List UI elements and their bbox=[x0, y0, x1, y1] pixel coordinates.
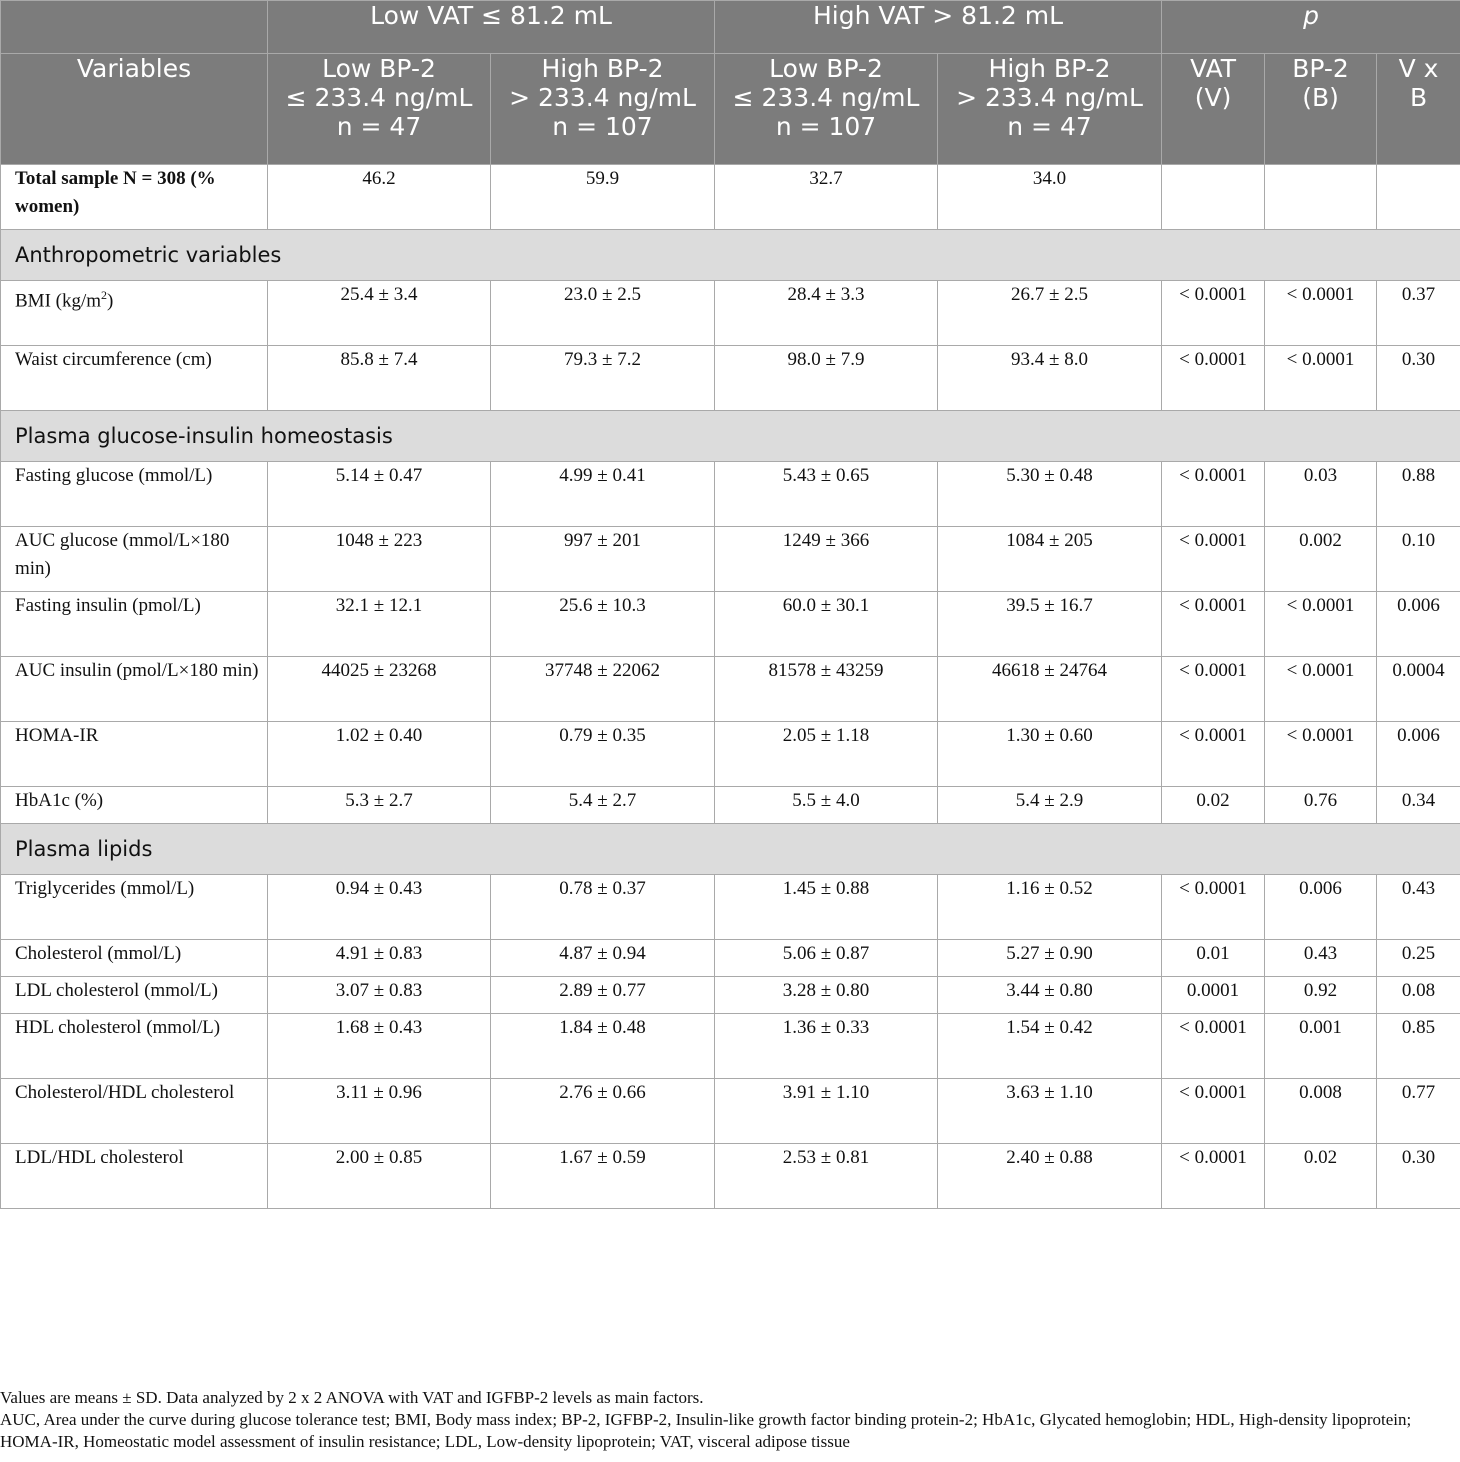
row-label: Cholesterol/HDL cholesterol bbox=[1, 1079, 268, 1144]
cell: 4.87 ± 0.94 bbox=[491, 940, 715, 977]
cell-p: 0.92 bbox=[1265, 977, 1377, 1014]
cell: 5.5 ± 4.0 bbox=[715, 787, 938, 824]
header-col-3: Low BP-2 ≤ 233.4 ng/mL n = 107 bbox=[715, 54, 938, 165]
cell-p: 0.76 bbox=[1265, 787, 1377, 824]
row-label: HOMA-IR bbox=[1, 722, 268, 787]
cell: 2.00 ± 0.85 bbox=[268, 1144, 491, 1209]
cell: 25.6 ± 10.3 bbox=[491, 592, 715, 657]
cell: 2.05 ± 1.18 bbox=[715, 722, 938, 787]
section-header: Plasma lipids bbox=[1, 824, 1460, 875]
cell-p: 0.0004 bbox=[1377, 657, 1460, 722]
row-label: AUC insulin (pmol/L×180 min) bbox=[1, 657, 268, 722]
cell-p: < 0.0001 bbox=[1162, 462, 1265, 527]
cell: 1.30 ± 0.60 bbox=[938, 722, 1162, 787]
row-label: Total sample N = 308 (% women) bbox=[1, 165, 268, 230]
cell: 5.27 ± 0.90 bbox=[938, 940, 1162, 977]
cell: 3.91 ± 1.10 bbox=[715, 1079, 938, 1144]
table-row bbox=[1, 281, 1460, 346]
cell: 1.16 ± 0.52 bbox=[938, 875, 1162, 940]
cell: 2.40 ± 0.88 bbox=[938, 1144, 1162, 1209]
cell: 28.4 ± 3.3 bbox=[715, 281, 938, 346]
cell-p: < 0.0001 bbox=[1162, 1079, 1265, 1144]
cell-p: < 0.0001 bbox=[1162, 657, 1265, 722]
table-row bbox=[1, 1014, 1460, 1079]
header-col-4: High BP-2 > 233.4 ng/mL n = 47 bbox=[938, 54, 1162, 165]
cell-p: 0.43 bbox=[1265, 940, 1377, 977]
row-label: Cholesterol (mmol/L) bbox=[1, 940, 268, 977]
cell: 5.4 ± 2.9 bbox=[938, 787, 1162, 824]
cell-p: < 0.0001 bbox=[1162, 722, 1265, 787]
cell-p: < 0.0001 bbox=[1265, 281, 1377, 346]
cell: 3.44 ± 0.80 bbox=[938, 977, 1162, 1014]
cell-p: 0.10 bbox=[1377, 527, 1460, 592]
row-label: Fasting insulin (pmol/L) bbox=[1, 592, 268, 657]
cell: 32.1 ± 12.1 bbox=[268, 592, 491, 657]
table-row bbox=[1, 977, 1460, 1014]
row-label: LDL cholesterol (mmol/L) bbox=[1, 977, 268, 1014]
cell: 81578 ± 43259 bbox=[715, 657, 938, 722]
cell-p: 0.30 bbox=[1377, 1144, 1460, 1209]
cell: 0.78 ± 0.37 bbox=[491, 875, 715, 940]
row-label: AUC glucose (mmol/L×180 min) bbox=[1, 527, 268, 592]
cell: 1048 ± 223 bbox=[268, 527, 491, 592]
cell-p: < 0.0001 bbox=[1162, 527, 1265, 592]
footnote-stats: Values are means ± SD. Data analyzed by 2 x 2 ANOVA with VAT and IGFBP-2 levels as main factors. bbox=[0, 1388, 704, 1407]
row-label: Fasting glucose (mmol/L) bbox=[1, 462, 268, 527]
cell: 1.45 ± 0.88 bbox=[715, 875, 938, 940]
table-row bbox=[1, 527, 1460, 592]
cell: 2.53 ± 0.81 bbox=[715, 1144, 938, 1209]
cell: 39.5 ± 16.7 bbox=[938, 592, 1162, 657]
cell: 1084 ± 205 bbox=[938, 527, 1162, 592]
header-p: p bbox=[1162, 1, 1460, 54]
cell-p: < 0.0001 bbox=[1162, 346, 1265, 411]
cell: 5.3 ± 2.7 bbox=[268, 787, 491, 824]
header-low-vat: Low VAT ≤ 81.2 mL bbox=[268, 1, 715, 54]
cell-p: 0.34 bbox=[1377, 787, 1460, 824]
cell-p: 0.02 bbox=[1265, 1144, 1377, 1209]
cell: 32.7 bbox=[715, 165, 938, 230]
cell: 46618 ± 24764 bbox=[938, 657, 1162, 722]
cell-p: < 0.0001 bbox=[1162, 1144, 1265, 1209]
table-footnotes bbox=[0, 1387, 1460, 1453]
table-row bbox=[1, 940, 1460, 977]
row-label: HbA1c (%) bbox=[1, 787, 268, 824]
table-row bbox=[1, 875, 1460, 940]
cell: 4.91 ± 0.83 bbox=[268, 940, 491, 977]
cell-p: < 0.0001 bbox=[1162, 281, 1265, 346]
row-label: LDL/HDL cholesterol bbox=[1, 1144, 268, 1209]
cell: 98.0 ± 7.9 bbox=[715, 346, 938, 411]
header-col-2: High BP-2 > 233.4 ng/mL n = 107 bbox=[491, 54, 715, 165]
cell: 1.68 ± 0.43 bbox=[268, 1014, 491, 1079]
table-row bbox=[1, 165, 1460, 230]
cell-p: 0.43 bbox=[1377, 875, 1460, 940]
cell-p: 0.01 bbox=[1162, 940, 1265, 977]
cell-p: < 0.0001 bbox=[1162, 1014, 1265, 1079]
cell-p: 0.02 bbox=[1162, 787, 1265, 824]
footnote-abbreviations: AUC, Area under the curve during glucose tolerance test; BMI, Body mass index; BP-2, IGFBP-2, Insulin-like growth factor binding protein-2; HbA1c, Glycated hemoglobin; HDL, High-density lipoprotein; HOMA-IR, Homeostatic model assessment of insulin resistance; LDL, Low-density lipoprotein; VAT, visceral adipose tissue bbox=[0, 1410, 1412, 1451]
cell-p: 0.006 bbox=[1377, 722, 1460, 787]
table-row bbox=[1, 592, 1460, 657]
table-row bbox=[1, 346, 1460, 411]
cell: 1.84 ± 0.48 bbox=[491, 1014, 715, 1079]
cell: 23.0 ± 2.5 bbox=[491, 281, 715, 346]
cell: 46.2 bbox=[268, 165, 491, 230]
header-variables: Variables bbox=[1, 54, 268, 165]
cell-p: 0.03 bbox=[1265, 462, 1377, 527]
section-header: Anthropometric variables bbox=[1, 230, 1460, 281]
cell: 5.14 ± 0.47 bbox=[268, 462, 491, 527]
cell-empty bbox=[1377, 165, 1460, 230]
row-label: Triglycerides (mmol/L) bbox=[1, 875, 268, 940]
cell: 5.4 ± 2.7 bbox=[491, 787, 715, 824]
header-p-interaction: V x B bbox=[1377, 54, 1460, 165]
cell-empty bbox=[1162, 165, 1265, 230]
header-blank bbox=[1, 1, 268, 54]
cell: 37748 ± 22062 bbox=[491, 657, 715, 722]
cell-p: < 0.0001 bbox=[1265, 592, 1377, 657]
cell: 2.89 ± 0.77 bbox=[491, 977, 715, 1014]
cell: 85.8 ± 7.4 bbox=[268, 346, 491, 411]
cell: 3.28 ± 0.80 bbox=[715, 977, 938, 1014]
cell-p: 0.0001 bbox=[1162, 977, 1265, 1014]
cell: 5.43 ± 0.65 bbox=[715, 462, 938, 527]
header-col-1: Low BP-2 ≤ 233.4 ng/mL n = 47 bbox=[268, 54, 491, 165]
cell-p: < 0.0001 bbox=[1162, 592, 1265, 657]
table-row bbox=[1, 722, 1460, 787]
header-high-vat: High VAT > 81.2 mL bbox=[715, 1, 1162, 54]
cell-p: 0.88 bbox=[1377, 462, 1460, 527]
cell: 59.9 bbox=[491, 165, 715, 230]
cell-p: 0.25 bbox=[1377, 940, 1460, 977]
cell-p: 0.002 bbox=[1265, 527, 1377, 592]
cell-p: 0.37 bbox=[1377, 281, 1460, 346]
cell: 5.30 ± 0.48 bbox=[938, 462, 1162, 527]
cell: 44025 ± 23268 bbox=[268, 657, 491, 722]
cell: 0.79 ± 0.35 bbox=[491, 722, 715, 787]
cell: 3.07 ± 0.83 bbox=[268, 977, 491, 1014]
header-p-bp2: BP-2 (B) bbox=[1265, 54, 1377, 165]
table-row bbox=[1, 787, 1460, 824]
table-row bbox=[1, 462, 1460, 527]
cell-p: < 0.0001 bbox=[1162, 875, 1265, 940]
cell: 1.67 ± 0.59 bbox=[491, 1144, 715, 1209]
table-row bbox=[1, 657, 1460, 722]
cell-p: 0.006 bbox=[1377, 592, 1460, 657]
cell-p: < 0.0001 bbox=[1265, 722, 1377, 787]
cell: 2.76 ± 0.66 bbox=[491, 1079, 715, 1144]
cell-p: 0.006 bbox=[1265, 875, 1377, 940]
cell: 3.63 ± 1.10 bbox=[938, 1079, 1162, 1144]
section-header: Plasma glucose-insulin homeostasis bbox=[1, 411, 1460, 462]
cell: 25.4 ± 3.4 bbox=[268, 281, 491, 346]
table-row bbox=[1, 1079, 1460, 1144]
cell-p: 0.08 bbox=[1377, 977, 1460, 1014]
row-label: Waist circumference (cm) bbox=[1, 346, 268, 411]
cell: 79.3 ± 7.2 bbox=[491, 346, 715, 411]
cell: 1249 ± 366 bbox=[715, 527, 938, 592]
cell: 60.0 ± 30.1 bbox=[715, 592, 938, 657]
cell-p: < 0.0001 bbox=[1265, 657, 1377, 722]
cell: 1.54 ± 0.42 bbox=[938, 1014, 1162, 1079]
cell-p: 0.001 bbox=[1265, 1014, 1377, 1079]
cell: 5.06 ± 0.87 bbox=[715, 940, 938, 977]
cell-p: 0.30 bbox=[1377, 346, 1460, 411]
cell-p: 0.77 bbox=[1377, 1079, 1460, 1144]
cell: 1.36 ± 0.33 bbox=[715, 1014, 938, 1079]
cell: 997 ± 201 bbox=[491, 527, 715, 592]
row-label: BMI $(kg/m^2)$ bbox=[1, 281, 268, 346]
cell-p: 0.008 bbox=[1265, 1079, 1377, 1144]
cell: 3.11 ± 0.96 bbox=[268, 1079, 491, 1144]
cell: 93.4 ± 8.0 bbox=[938, 346, 1162, 411]
cell-p: < 0.0001 bbox=[1265, 346, 1377, 411]
cell-empty bbox=[1265, 165, 1377, 230]
cell-p: 0.85 bbox=[1377, 1014, 1460, 1079]
row-label: HDL cholesterol (mmol/L) bbox=[1, 1014, 268, 1079]
header-p-vat: VAT (V) bbox=[1162, 54, 1265, 165]
cell: 1.02 ± 0.40 bbox=[268, 722, 491, 787]
cell: 0.94 ± 0.43 bbox=[268, 875, 491, 940]
cell: 26.7 ± 2.5 bbox=[938, 281, 1162, 346]
table-row bbox=[1, 1144, 1460, 1209]
cell: 34.0 bbox=[938, 165, 1162, 230]
cell: 4.99 ± 0.41 bbox=[491, 462, 715, 527]
